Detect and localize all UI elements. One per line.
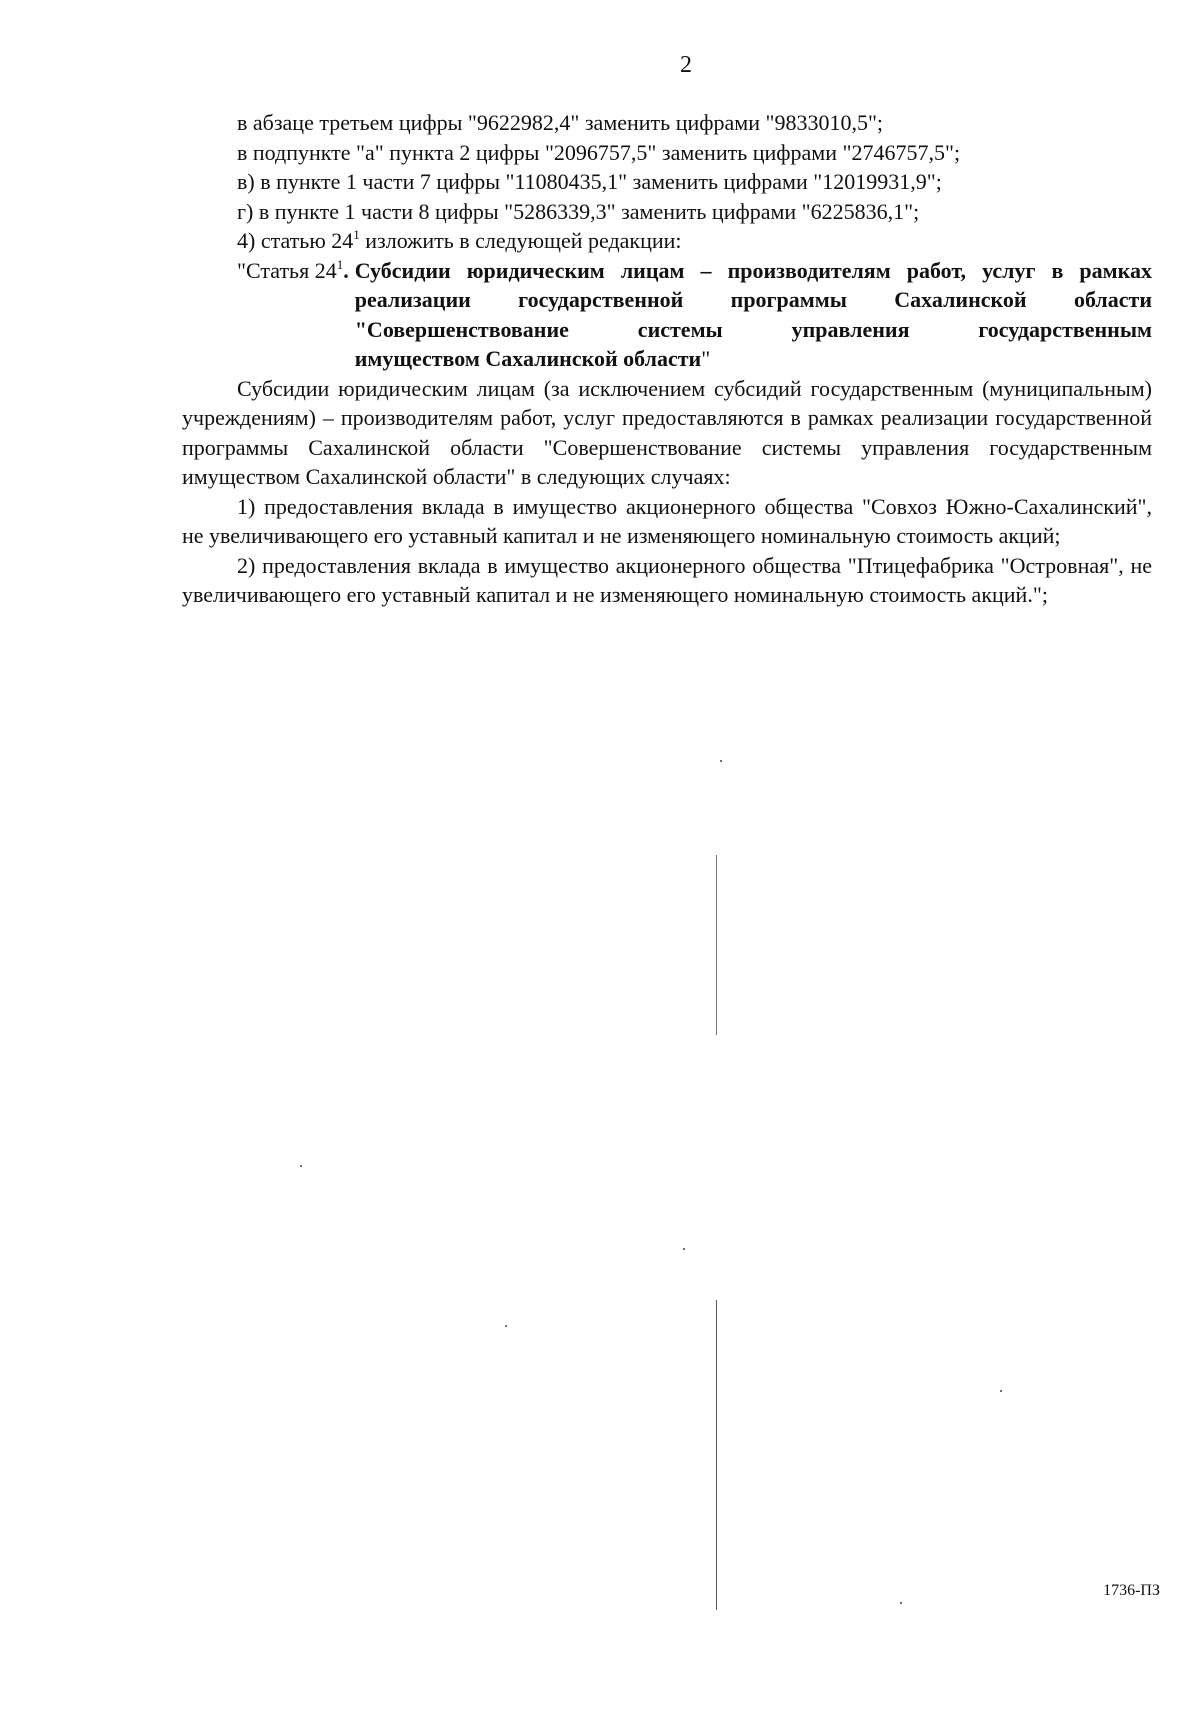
article-title-last-line: [355, 344, 1152, 374]
scan-speck: [900, 1602, 902, 1604]
item-4-suffix: изложить в следующей редакции:: [359, 228, 682, 253]
document-body: [182, 108, 1152, 610]
scan-speck: [1000, 1390, 1002, 1392]
item-4-prefix: 4) статью 24: [237, 228, 354, 253]
item-4-line: [182, 226, 1152, 256]
article-prefix: [237, 256, 349, 286]
scan-speck: [683, 1248, 685, 1250]
article-number: "Статья 24: [237, 257, 337, 283]
paragraph: 2) предоставления вклада в имущество акционерного общества "Птицефабрика "Островная", не увеличивающего его уставный капитал и не изменяющего номинальную стоимость акций.";: [182, 552, 1152, 607]
text-line: в абзаце третьем цифры "9622982,4" заменить цифрами "9833010,5";: [237, 110, 884, 135]
text-line: г) в пункте 1 части 8 цифры "5286339,3" заменить цифрами "6225836,1";: [237, 198, 920, 224]
paragraph: 1) предоставления вклада в имущество акционерного общества "Совхоз Южно-Сахалинский", не увеличивающего его уставный капитал и не изменяющего номинальную стоимость акций;: [182, 493, 1152, 548]
article-sup: 1: [336, 256, 344, 272]
article-title-last: имуществом Сахалинской области: [354, 346, 702, 371]
scan-speck: [720, 760, 722, 762]
scan-artifact-line: [716, 1300, 717, 1610]
scan-speck: [505, 1325, 507, 1327]
item-4-sup: 1: [353, 227, 360, 242]
article-title: [349, 256, 1152, 374]
page-number: 2: [680, 52, 692, 78]
text-line: в) в пункте 1 части 7 цифры "11080435,1" заменить цифрами "12019931,9";: [237, 169, 942, 194]
document-code: 1736-ПЗ: [1103, 1582, 1160, 1599]
paragraph: Субсидии юридическим лицам (за исключением субсидий государственным (муниципальным) учреждениям) – производителям работ, услуг предоставляются в рамках реализации государственной программы Сахалинской области "Совершенствование системы управления государственным имуществом Сахалинской области" в следующих случаях:: [182, 375, 1152, 489]
text-line: в подпункте "а" пункта 2 цифры "2096757,5" заменить цифрами "2746757,5";: [237, 139, 961, 165]
article-dot: .: [343, 257, 349, 283]
scan-artifact-line: [716, 855, 717, 1035]
scan-speck: [300, 1165, 302, 1167]
article-heading: [182, 256, 1152, 374]
article-title-main: Субсидии юридическим лицам – производителям работ, услуг в рамках реализации государственной программы Сахалинской области "Совершенствование системы управления государственным: [354, 257, 1152, 342]
article-title-quote: ": [701, 346, 711, 371]
